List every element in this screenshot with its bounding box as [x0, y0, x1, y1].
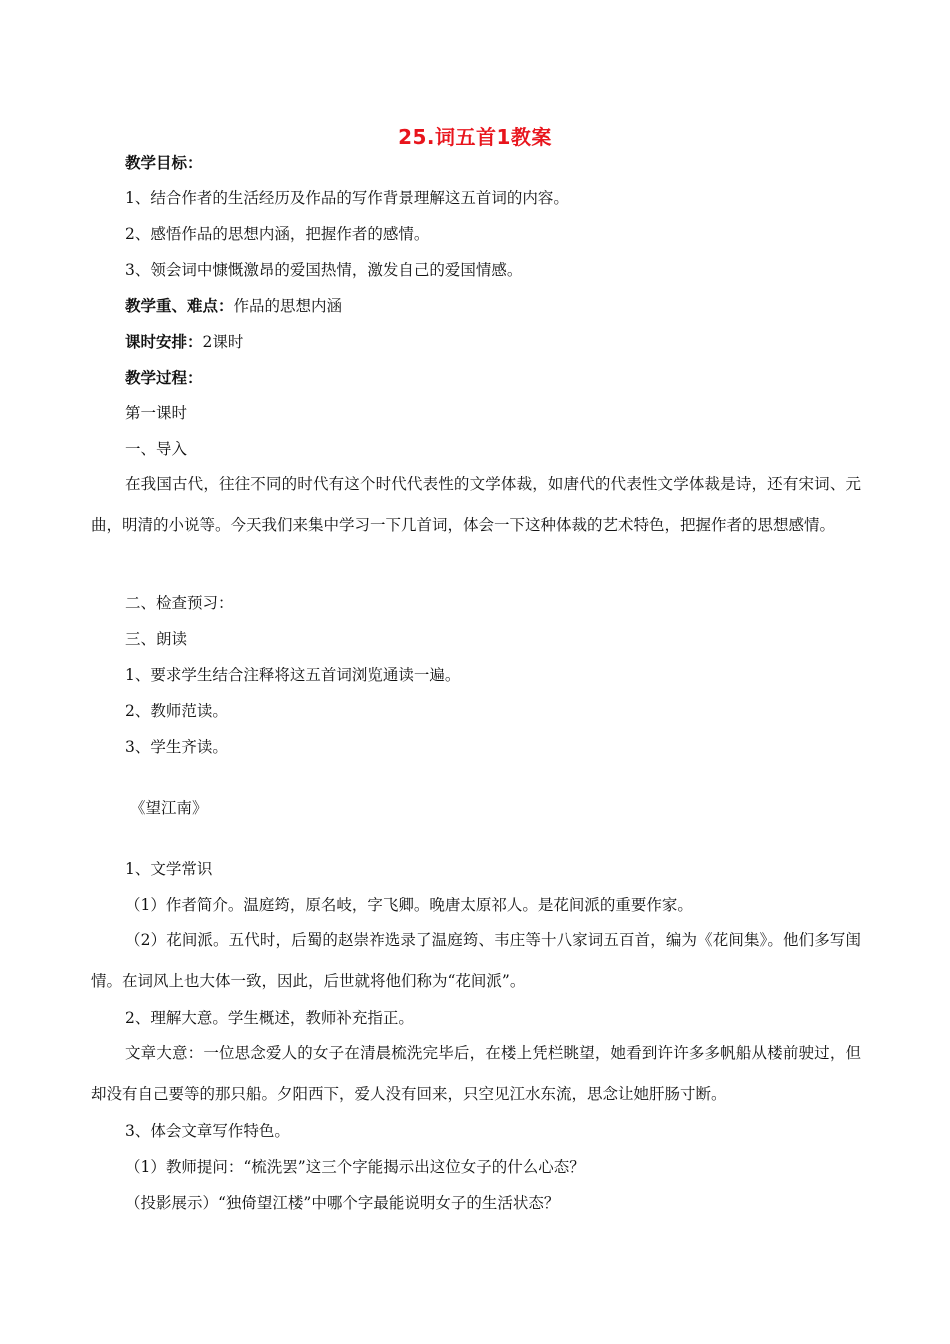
- key-points-label: 教学重、难点：: [125, 296, 234, 315]
- lesson-one-heading: 第一课时: [125, 404, 188, 422]
- schedule-line: [125, 332, 243, 352]
- literature-heading: 1、文学常识: [125, 860, 213, 878]
- objective-item-2: 2、感悟作品的思想内涵，把握作者的感情。: [125, 225, 430, 243]
- features-heading: 3、体会文章写作特色。: [125, 1122, 290, 1140]
- understand-heading: 2、理解大意。学生概述，教师补充指正。: [125, 1009, 414, 1027]
- question-one: （1）教师提问：“梳洗罢”这三个字能揭示出这位女子的什么心态？: [125, 1158, 585, 1176]
- summary-paragraph: 文章大意：一位思念爱人的女子在清晨梳洗完毕后，在楼上凭栏眺望，她看到许许多多帆船从楼前驶过，但却没有自己要等的那只船。夕阳西下，爱人没有回来，只空见江水东流，思念让她肝肠寸断。: [91, 1044, 861, 1103]
- section-preview-heading: 二、检查预习：: [125, 594, 234, 612]
- key-points-line: [125, 296, 342, 316]
- key-points-value: 作品的思想内涵: [233, 297, 343, 315]
- poem-title: 《望江南》: [130, 799, 208, 817]
- objective-item-3: 3、领会词中慷慨激昂的爱国热情，激发自己的爱国情感。: [125, 261, 523, 279]
- process-heading: 教学过程：: [125, 368, 203, 387]
- document-title: 25.词五首1教案: [398, 125, 552, 149]
- reading-step-2: 2、教师范读。: [125, 702, 228, 720]
- question-two: （投影展示）“独倚望江楼”中哪个字最能说明女子的生活状态？: [125, 1194, 560, 1212]
- reading-step-1: 1、要求学生结合注释将这五首词浏览通读一遍。: [125, 666, 461, 684]
- reading-step-3: 3、学生齐读。: [125, 738, 228, 756]
- author-intro: （1）作者简介。温庭筠，原名岐，字飞卿。晚唐太原祁人。是花间派的重要作家。: [125, 896, 693, 914]
- intro-paragraph: 在我国古代，往往不同的时代有这个时代代表性的文学体裁，如唐代的代表性文学体裁是诗，还有宋词、元曲，明清的小说等。今天我们来集中学习一下几首词，体会一下这种体裁的艺术特色，把握作者的思想感情。: [91, 475, 861, 534]
- schedule-value: 2课时: [202, 333, 244, 351]
- schedule-label: 课时安排：: [125, 332, 203, 351]
- huajian-paragraph: （2）花间派。五代时，后蜀的赵崇祚选录了温庭筠、韦庄等十八家词五百首，编为《花间集》。他们多写闺情。在词风上也大体一致，因此，后世就将他们称为“花间派”。: [91, 931, 861, 990]
- section-reading-heading: 三、朗读: [125, 630, 188, 648]
- section-intro-heading: 一、导入: [125, 440, 188, 458]
- objective-item-1: 1、结合作者的生活经历及作品的写作背景理解这五首词的内容。: [125, 189, 569, 207]
- objectives-heading: 教学目标：: [125, 153, 203, 172]
